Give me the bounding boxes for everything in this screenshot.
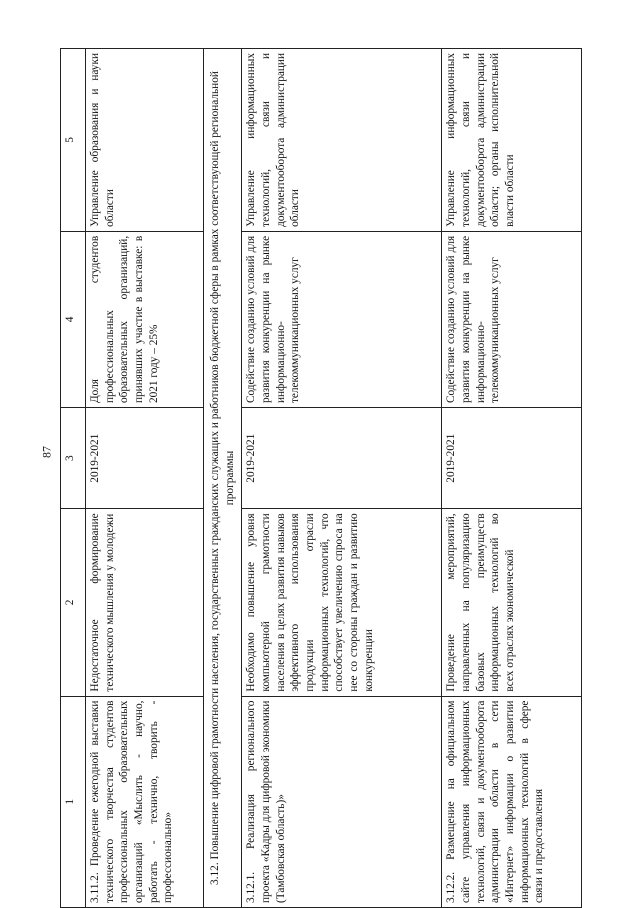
responsible-cell: Управление информационных технологий, связи и документооборота администрации области; органы исполнительной власти области <box>442 49 582 232</box>
table-row <box>86 49 204 908</box>
header-row <box>61 49 86 908</box>
rotated-table-container <box>60 48 600 908</box>
problem-cell: Недостаточное формирование технического мышления у молодежи <box>86 509 204 696</box>
column-header-1: 1 <box>61 696 86 907</box>
column-header-4: 4 <box>61 231 86 407</box>
column-header-3: 3 <box>61 408 86 509</box>
result-cell: Доля студентов профессиональных образовательных организаций, принявших участие в выставке: в 2021 году – 25% <box>86 231 204 407</box>
period-cell: 2019-2021 <box>86 408 204 509</box>
table-row <box>442 49 582 908</box>
result-cell: Содействие созданию условий для развития конкуренции на рынке информационно-телекоммуникационных услуг <box>442 231 582 407</box>
result-cell: Содействие созданию условий для развития конкуренции на рынке информационно-телекоммуникационных услуг <box>242 231 442 407</box>
section-row <box>204 49 242 908</box>
problem-cell: Проведение мероприятий, направленных на популяризацию базовых преимуществ информационных технологий во всех отраслях экономической <box>442 509 582 696</box>
column-header-5: 5 <box>61 49 86 232</box>
program-table <box>60 48 582 908</box>
responsible-cell: Управление образования и науки области <box>86 49 204 232</box>
measure-cell: 3.11.2. Проведение ежегодной выставки технического творчества студентов профессиональных образовательных организаций «Мыслить - научно, работать - технично, творить - профессионально» <box>86 696 204 907</box>
page-number: 87 <box>39 446 54 458</box>
problem-cell: Необходимо повышение уровня компьютерной грамотности населения в целях развития навыков эффективного использования продукции отрасли информационных технологий, что способствует увеличению спроса на нее со стороны граждан и развитию конкуренции <box>242 509 442 696</box>
measure-cell: 3.12.1. Реализация регионального проекта «Кадры для цифровой экономики (Тамбовская область)» <box>242 696 442 907</box>
period-cell: 2019-2021 <box>442 408 582 509</box>
responsible-cell: Управление информационных технологий, связи и документооборота администрации области <box>242 49 442 232</box>
table-row <box>242 49 442 908</box>
measure-cell: 3.12.2. Размещение на официальном сайте управления информационных технологий, связи и документооборота администрации области в сети «Интернет» информации о развитии информационных технологий в сфере связи и предоставления <box>442 696 582 907</box>
period-cell: 2019-2021 <box>242 408 442 509</box>
column-header-2: 2 <box>61 509 86 696</box>
section-heading: 3.12. Повышение цифровой грамотности населения, государственных гражданских служащих и работников бюджетной сферы в рамках соответствующей региональной программы <box>204 49 242 908</box>
